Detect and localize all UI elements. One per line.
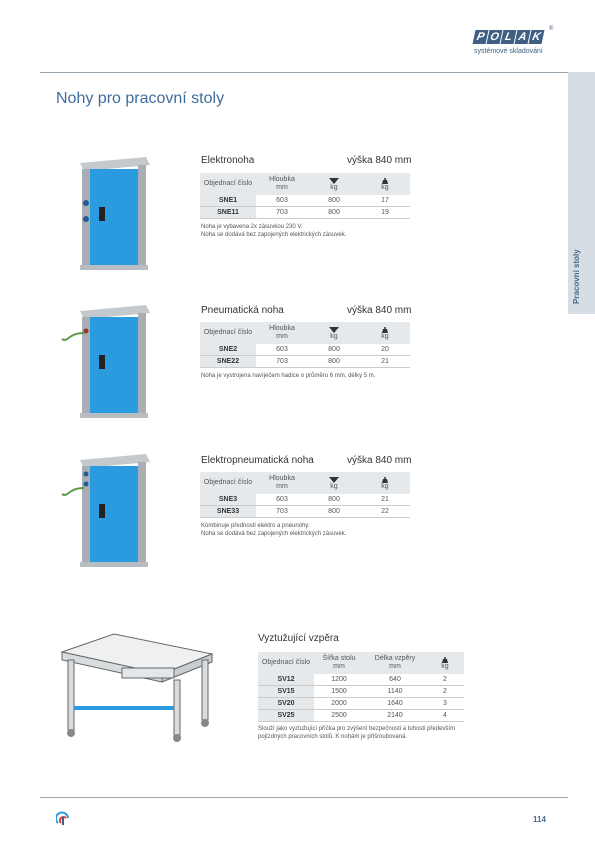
weight-unit: kg [381,333,389,340]
cell-depth: 703 [256,207,308,219]
cell-code: SNE3 [200,494,256,506]
note-line: Kombinuje přednosti elektro a pneunohy. [201,523,310,529]
cell-load: 800 [308,494,360,506]
table-row [258,674,464,686]
table-header-row [200,472,410,494]
column-header-depth [256,472,308,494]
column-header-table-width [314,652,364,674]
weight-unit: kg [381,483,389,490]
table-row [258,686,464,698]
column-header-weight [360,173,410,195]
table-row [200,344,410,356]
note-line: Noha se dodává bez zapojených elektrických zásuvek. [201,232,347,238]
column-header-weight [360,472,410,494]
spec-table [200,173,410,219]
column-header-depth [256,322,308,344]
table-width-unit: mm [333,663,345,670]
brace-spec-table [258,652,464,722]
page-title: Nohy pro pracovní stoly [56,90,225,107]
column-header-code: Objednací číslo [258,652,314,674]
cell-code: SNE33 [200,506,256,518]
cell-weight: 20 [360,344,410,356]
cell-load: 800 [308,207,360,219]
logo-letter: L [501,30,517,44]
brace-length-label: Délka vzpěry [374,655,416,662]
cell-weight: 21 [360,356,410,368]
section-title: Pneumatická noha [201,305,284,316]
section-title: Elektronoha [201,155,255,166]
cell-depth: 603 [256,494,308,506]
depth-unit: mm [276,333,288,340]
cell-code: SV20 [258,698,314,710]
column-header-depth [256,173,308,195]
section-height: výška 840 mm [347,155,412,166]
weight-unit: kg [381,184,389,191]
section-height: výška 840 mm [347,455,412,466]
cell-weight: 4 [426,710,464,722]
depth-label: Hloubka [269,325,295,332]
cell-weight: 19 [360,207,410,219]
footer-divider [40,797,568,798]
cell-depth: 703 [256,506,308,518]
cell-width: 2500 [314,710,364,722]
cell-length: 1140 [364,686,426,698]
cell-length: 640 [364,674,426,686]
cell-code: SV25 [258,710,314,722]
table-row [200,494,410,506]
note-line: Noha je vystrojena navíječem hadice o průměru 6 mm, délky 5 m. [201,373,376,379]
cell-weight: 3 [426,698,464,710]
cell-weight: 17 [360,195,410,207]
cell-weight: 2 [426,674,464,686]
table-header-row [258,652,464,674]
polak-logo [474,27,546,43]
table-width-label: Šířka stolu [322,655,356,662]
note-line: Slouží jako vyztužující příčka pro zvýšení bezpečnosti a tuhosti především [258,726,456,732]
cell-code: SV15 [258,686,314,698]
table-row [258,698,464,710]
cell-load: 800 [308,195,360,207]
depth-label: Hloubka [269,475,295,482]
section-title: Vyztužující vzpěra [258,633,339,644]
cell-load: 800 [308,506,360,518]
cell-code: SNE22 [200,356,256,368]
note-line: Noha je vybavena 2x zásuvkou 230 V. [201,224,303,230]
section-title: Elektropneumatická noha [201,455,314,466]
section-note [201,223,346,239]
logo-letter: O [487,30,503,44]
cell-weight: 22 [360,506,410,518]
cell-depth: 603 [256,195,308,207]
column-header-weight [360,322,410,344]
cell-depth: 603 [256,344,308,356]
column-header-code: Objednací číslo [200,173,256,195]
column-header-brace-length [364,652,426,674]
column-header-code: Objednací číslo [200,472,256,494]
cell-depth: 703 [256,356,308,368]
brace-length-unit: mm [389,663,401,670]
load-unit: kg [330,333,338,340]
logo-registered-mark: ® [549,26,554,32]
weight-unit: kg [441,663,449,670]
workbench-with-brace-image [52,630,217,745]
spec-table [200,322,410,368]
cell-width: 1200 [314,674,364,686]
cell-weight: 2 [426,686,464,698]
cell-length: 1640 [364,698,426,710]
column-header-weight [426,652,464,674]
cell-width: 1500 [314,686,364,698]
electro-leg-image [68,155,153,275]
section-note [201,372,375,380]
depth-label: Hloubka [269,176,295,183]
table-row [200,207,410,219]
table-header-row [200,322,410,344]
section-note [258,725,455,741]
logo-tagline: systémové skladování [474,48,543,55]
logo-letter: P [473,30,489,44]
column-header-code: Objednací číslo [200,322,256,344]
footer-logo-icon [56,811,70,825]
section-side-tab [568,72,595,314]
note-line: Noha se dodává bez zapojených elektrických zásuvek. [201,531,347,537]
note-line: pojízdných pracovních stolů. K nohám je přišroubovaná. [258,734,408,740]
cell-width: 2000 [314,698,364,710]
load-unit: kg [330,483,338,490]
table-row [200,195,410,207]
logo-letter: K [529,30,545,44]
pneumatic-leg-image [58,303,153,425]
section-height: výška 840 mm [347,305,412,316]
cell-length: 2140 [364,710,426,722]
table-header-row [200,173,410,195]
column-header-load [308,322,360,344]
load-unit: kg [330,184,338,191]
spec-table [200,472,410,518]
logo-letter: A [515,30,531,44]
cell-code: SNE1 [200,195,256,207]
electropneumatic-leg-image [58,452,153,577]
cell-load: 800 [308,356,360,368]
table-row [200,356,410,368]
header-divider [40,72,568,73]
cell-code: SV12 [258,674,314,686]
page-number: 114 [533,815,546,824]
cell-weight: 21 [360,494,410,506]
table-row [258,710,464,722]
depth-unit: mm [276,483,288,490]
column-header-load [308,472,360,494]
side-tab-label: Pracovní stoly [572,249,581,304]
table-row [200,506,410,518]
depth-unit: mm [276,184,288,191]
cell-code: SNE2 [200,344,256,356]
cell-load: 800 [308,344,360,356]
column-header-load [308,173,360,195]
cell-code: SNE11 [200,207,256,219]
section-note [201,522,346,538]
